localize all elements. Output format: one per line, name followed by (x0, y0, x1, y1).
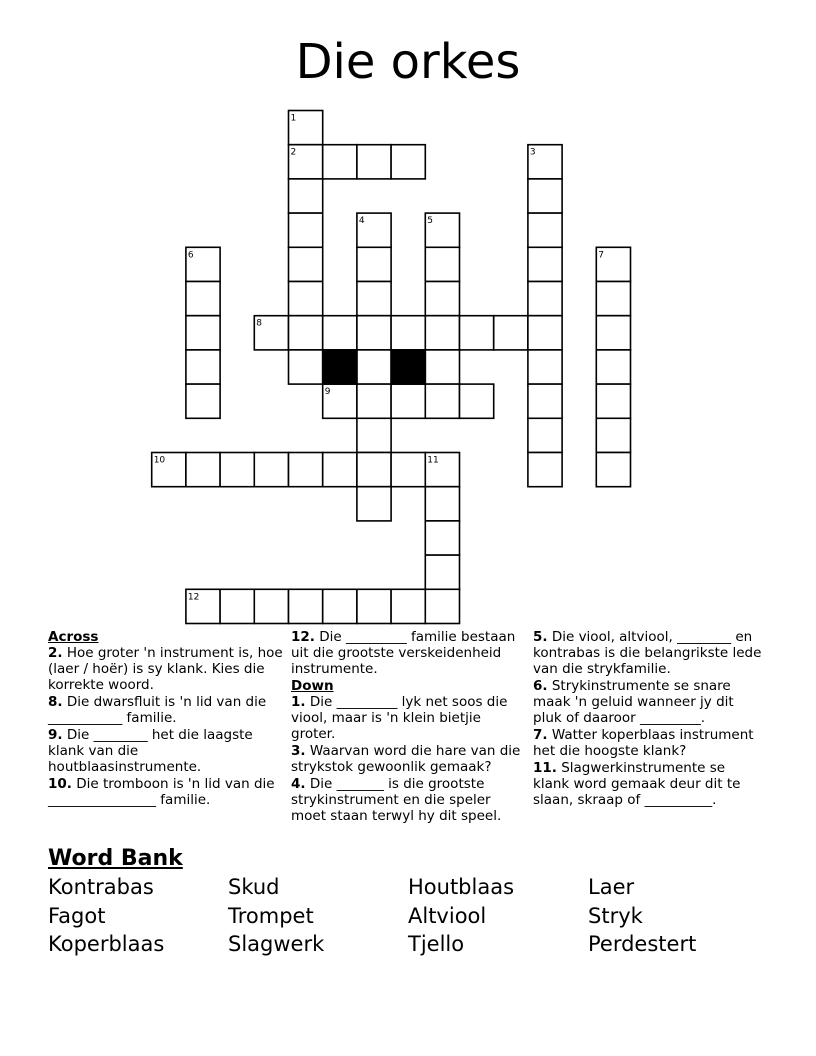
grid-cell[interactable] (425, 350, 459, 384)
grid-cell[interactable] (596, 418, 630, 452)
across-clue (48, 694, 284, 726)
cell-number: 10 (153, 455, 166, 466)
grid-cell[interactable] (357, 487, 391, 521)
grid-cell[interactable] (494, 316, 528, 350)
grid-cell[interactable] (186, 453, 220, 487)
grid-cell[interactable] (391, 384, 425, 418)
cell-number: 5 (427, 216, 434, 227)
word-bank-list (48, 873, 778, 959)
clue-text: Die _______ is die grootste strykinstrument en die speler moet staan terwyl hy dit speel. (291, 776, 502, 824)
cell-number: 1 (290, 113, 297, 124)
clue-number: 2. (48, 645, 63, 661)
grid-cell[interactable] (425, 282, 459, 316)
grid-cell[interactable] (528, 418, 562, 452)
grid-cell[interactable] (460, 384, 494, 418)
grid-cell[interactable] (186, 350, 220, 384)
word-bank-item: Koperblaas (48, 932, 165, 956)
grid-cell[interactable] (289, 589, 323, 623)
clue-text: Die dwarsfluit is 'n lid van die ___________ familie. (48, 694, 267, 726)
word-bank-item: Trompet (228, 903, 314, 928)
grid-cell[interactable] (357, 282, 391, 316)
clue-text: Die tromboon is 'n lid van die ________________ familie. (48, 776, 275, 808)
word-bank-item: Kontrabas (48, 875, 154, 899)
grid-cell[interactable] (220, 453, 254, 487)
clue-number: 11. (533, 760, 557, 776)
grid-cell[interactable] (425, 555, 459, 589)
word-bank-item: Laer (588, 875, 635, 899)
down-clue (291, 694, 523, 742)
across-clue (291, 629, 523, 677)
clue-text: Waarvan word die hare van die strykstok gewoonlik gemaak? (291, 743, 521, 775)
grid-cell[interactable] (596, 316, 630, 350)
clue-text: Die _________ familie bestaan uit die grootste verskeidenheid instrumente. (291, 629, 516, 677)
grid-cell[interactable] (528, 316, 562, 350)
clue-text: Slagwerkinstrumente se klank word gemaak deur dit te slaan, skraap of __________. (533, 760, 741, 808)
grid-cell[interactable] (425, 589, 459, 623)
grid-cell[interactable] (528, 453, 562, 487)
down-heading: Down (291, 678, 334, 694)
grid-cell[interactable] (528, 179, 562, 213)
black-cell (391, 350, 425, 384)
clue-number: 6. (533, 678, 548, 694)
grid-cell[interactable] (186, 282, 220, 316)
cell-number: 7 (598, 250, 605, 261)
grid-cell[interactable] (596, 453, 630, 487)
grid-cell[interactable] (323, 145, 357, 179)
grid-cell[interactable] (391, 589, 425, 623)
clue-text: Die ________ het die laagste klank van die houtblaasinstrumente. (48, 727, 253, 775)
grid-cell[interactable] (425, 487, 459, 521)
grid-cell[interactable] (528, 282, 562, 316)
grid-cell[interactable] (391, 145, 425, 179)
word-bank-item: Fagot (48, 903, 106, 928)
clue-text: Hoe groter 'n instrument is, hoe (laer / hoër) is sy klank. Kies die korrekte woord. (48, 645, 283, 693)
grid-cell[interactable] (425, 247, 459, 281)
grid-cell[interactable] (186, 384, 220, 418)
across-clue (48, 727, 284, 775)
cell-number: 8 (256, 318, 263, 329)
grid-cell[interactable] (357, 589, 391, 623)
grid-cell[interactable] (528, 350, 562, 384)
word-bank-item: Skud (228, 875, 280, 899)
word-bank-item: Slagwerk (228, 932, 325, 956)
clue-number: 12. (291, 629, 315, 645)
word-bank-item: Stryk (588, 903, 643, 928)
cell-number: 3 (529, 147, 536, 158)
clue-number: 5. (533, 629, 548, 645)
clue-text: Watter koperblaas instrument het die hoogste klank? (533, 727, 754, 759)
grid-cell[interactable] (357, 247, 391, 281)
black-cell (323, 350, 357, 384)
grid-cell[interactable] (425, 316, 459, 350)
across-heading: Across (48, 629, 99, 645)
grid-cell[interactable] (391, 316, 425, 350)
clues-column-2 (291, 629, 523, 825)
grid-cell[interactable] (528, 384, 562, 418)
grid-cell[interactable] (323, 589, 357, 623)
clues-column-3 (533, 629, 765, 809)
grid-cell[interactable] (596, 384, 630, 418)
grid-cell[interactable] (323, 316, 357, 350)
clues-column-1 (48, 629, 284, 809)
down-clue (291, 743, 523, 775)
grid-cell[interactable] (357, 316, 391, 350)
grid-cell[interactable] (289, 282, 323, 316)
grid-cell[interactable] (357, 384, 391, 418)
word-bank (48, 845, 778, 959)
grid-cell[interactable] (289, 316, 323, 350)
down-clue (533, 678, 765, 726)
grid-cell[interactable] (528, 213, 562, 247)
cell-number: 2 (290, 147, 297, 158)
grid-cell[interactable] (254, 453, 288, 487)
down-clue (533, 727, 765, 759)
grid-cell[interactable] (186, 316, 220, 350)
grid-cell[interactable] (596, 282, 630, 316)
grid-cell[interactable] (220, 589, 254, 623)
grid-cell[interactable] (391, 453, 425, 487)
cell-number: 9 (324, 387, 331, 398)
clue-text: Strykinstrumente se snare maak 'n geluid wanneer jy dit pluk of daaroor _________. (533, 678, 734, 726)
down-clue (533, 760, 765, 808)
across-clue (48, 776, 284, 808)
grid-cell[interactable] (357, 453, 391, 487)
clue-number: 10. (48, 776, 72, 792)
word-bank-item: Tjello (408, 932, 465, 956)
clue-number: 9. (48, 727, 63, 743)
grid-cell[interactable] (528, 247, 562, 281)
grid-cell[interactable] (254, 589, 288, 623)
clue-text: Die _________ lyk net soos die viool, maar is 'n klein bietjie groter. (291, 694, 508, 742)
grid-cell[interactable] (425, 521, 459, 555)
cell-number: 11 (427, 455, 439, 466)
clue-number: 1. (291, 694, 306, 710)
clue-number: 8. (48, 694, 63, 710)
clue-number: 3. (291, 743, 306, 759)
across-clue (48, 645, 284, 693)
word-bank-item: Perdestert (588, 932, 697, 956)
grid-cell[interactable] (596, 350, 630, 384)
grid-cell[interactable] (289, 179, 323, 213)
cell-number: 12 (187, 592, 200, 603)
grid-cell[interactable] (323, 453, 357, 487)
grid-cell[interactable] (357, 418, 391, 452)
down-clue (533, 629, 765, 677)
clue-number: 7. (533, 727, 548, 743)
grid-cell[interactable] (357, 145, 391, 179)
clue-number: 4. (291, 776, 306, 792)
grid-cell[interactable] (289, 350, 323, 384)
grid-cell[interactable] (289, 453, 323, 487)
cell-number: 6 (187, 250, 194, 261)
page-title: Die orkes (295, 34, 521, 90)
word-bank-title: Word Bank (48, 846, 183, 871)
word-bank-item: Altviool (408, 903, 487, 928)
grid-cell[interactable] (460, 316, 494, 350)
clue-text: Die viool, altviool, ________ en kontrabas is die belangrikste lede van die strykfamilie. (533, 629, 762, 677)
grid-cell[interactable] (425, 384, 459, 418)
word-bank-item: Houtblaas (408, 875, 515, 899)
grid-cell[interactable] (289, 247, 323, 281)
grid-cell[interactable] (289, 213, 323, 247)
cell-number: 4 (358, 216, 365, 227)
down-clue (291, 776, 523, 824)
grid-cell[interactable] (357, 350, 391, 384)
